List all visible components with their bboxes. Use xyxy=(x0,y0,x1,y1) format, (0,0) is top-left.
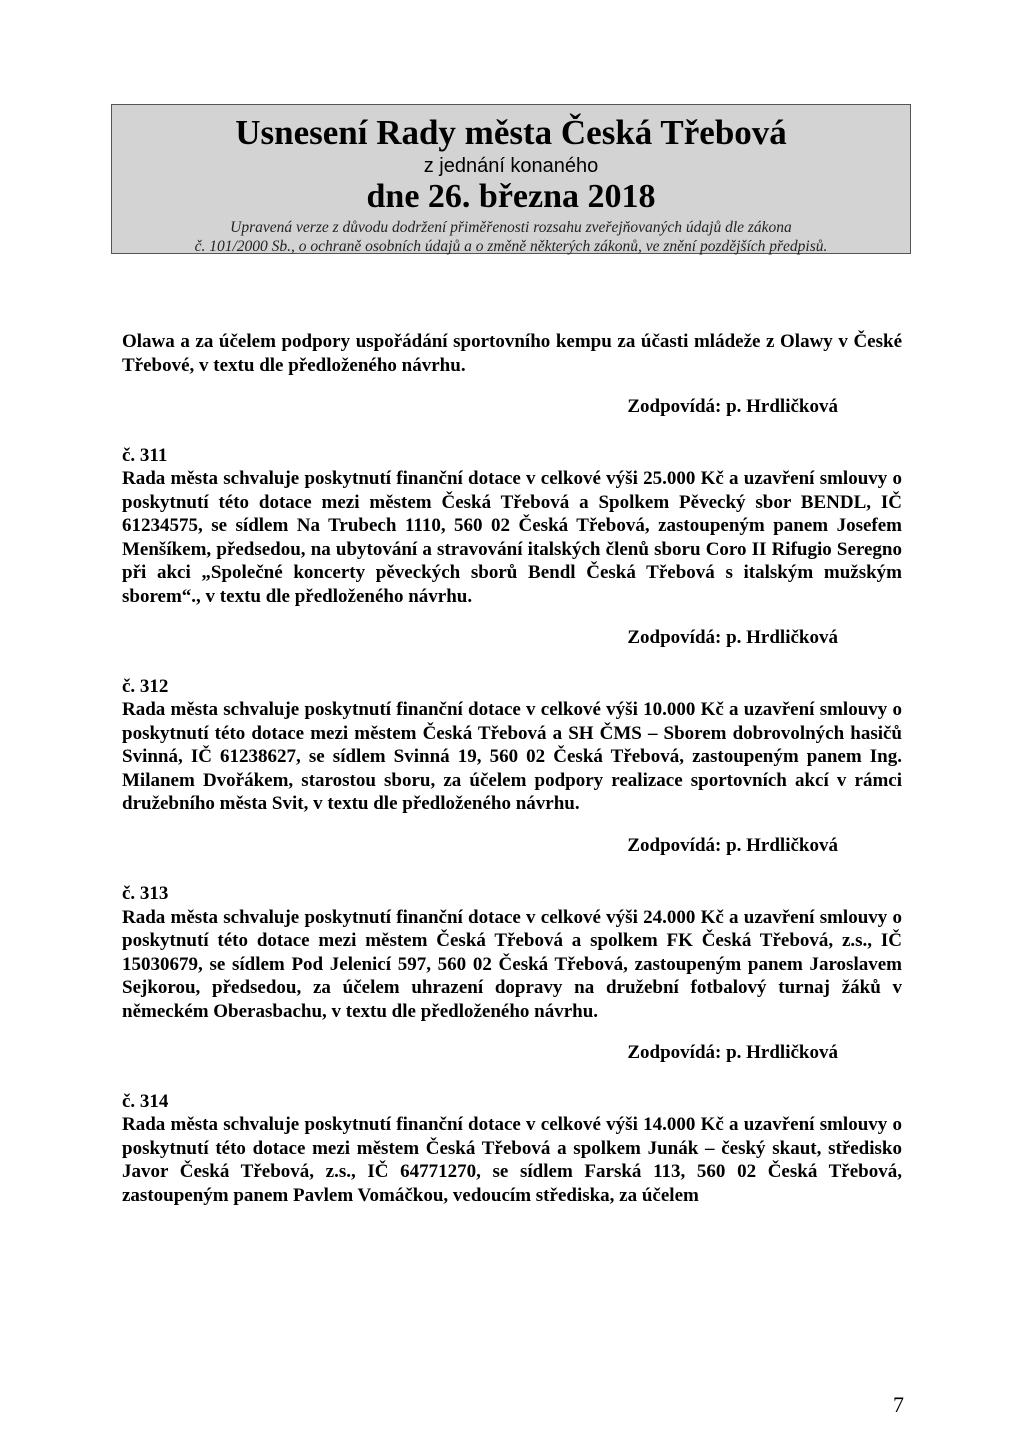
meeting-date: dne 26. března 2018 xyxy=(366,178,656,215)
document-title: Usnesení Rady města Česká Třebová xyxy=(235,113,787,152)
responsible-person: Zodpovídá: p. Hrdličková xyxy=(627,834,838,856)
responsible-person: Zodpovídá: p. Hrdličková xyxy=(627,1042,838,1063)
resolution-text: Rada města schvaluje poskytnutí finanční dotace v celkové výši 10.000 Kč a uzavření smlouvy o poskytnutí této dotace mezi městem Česká Třebová a SH ČMS – Sborem dobrovolných hasičů Svinná, IČ 61238627, se sídlem Svinná 19, 560 02 Česká Třebová, zastoupeným panem Ing. Milanem Dvořákem, starostou sboru, za účelem podpory realizace sportovních akcí v rámci družebního města Svit, v textu dle předloženého návrhu. xyxy=(122,699,902,814)
note-line-1: Upravená verze z důvodu dodržení přiměřenosti rozsahu zveřejňovaných údajů dle zákona xyxy=(230,219,792,236)
resolution-311 xyxy=(122,444,902,650)
resolution-number: č. 311 xyxy=(122,444,168,466)
responsible-person: Zodpovídá: p. Hrdličková xyxy=(627,627,838,648)
anonymization-note xyxy=(112,218,910,256)
resolution-text: Rada města schvaluje poskytnutí finanční dotace v celkové výši 14.000 Kč a uzavření smlouvy o poskytnutí této dotace mezi městem Česká Třebová a spolkem Junák – český skaut, středisko Javor Česká Třebová, z.s., IČ 64771270, se sídlem Farská 113, 560 02 Česká Třebová, zastoupeným panem Pavlem Vomáčkou, vedoucím střediska, za účelem xyxy=(122,1114,902,1206)
resolution-text: Rada města schvaluje poskytnutí finanční dotace v celkové výši 25.000 Kč a uzavření smlouvy o poskytnutí této dotace mezi městem Česká Třebová a Spolkem Pěvecký sbor BENDL, IČ 61234575, se sídlem Na Trubech 1110, 560 02 Česká Třebová, zastoupeným panem Josefem Menšíkem, předsedou, na ubytování a stravování italských členů sboru Coro II Rifugio Seregno při akci „Společné koncerty pěveckých sborů Bendl Česká Třebová s italským mužským sborem“., v textu dle předloženého návrhu. xyxy=(122,468,902,607)
resolution-number: č. 314 xyxy=(122,1090,169,1112)
document-subtitle: z jednání konaného xyxy=(423,155,599,177)
note-line-2: č. 101/2000 Sb., o ochraně osobních údajů a o změně některých zákonů, ve znění pozdějších předpisů. xyxy=(194,238,828,255)
resolution-number: č. 313 xyxy=(122,883,169,904)
resolution-text: Rada města schvaluje poskytnutí finanční dotace v celkové výši 24.000 Kč a uzavření smlouvy o poskytnutí této dotace mezi městem Česká Třebová a spolkem FK Česká Třebová, z.s., IČ 15030679, se sídlem Pod Jelenicí 597, 560 02 Česká Třebová, zastoupeným panem Jaroslavem Sejkorou, předsedou, za účelem uhrazení dopravy na družební fotbalový turnaj žáků v německém Oberasbachu, v textu dle předloženého návrhu. xyxy=(122,906,902,1022)
page-number: 7 xyxy=(893,1392,904,1417)
resolution-number: č. 312 xyxy=(122,675,169,697)
resolution-314 xyxy=(122,1090,902,1208)
responsible-person: Zodpovídá: p. Hrdličková xyxy=(627,396,838,417)
resolution-313 xyxy=(122,882,902,1065)
document-header xyxy=(111,104,911,254)
resolution-312 xyxy=(122,675,902,858)
resolutions-body xyxy=(122,330,902,1207)
intro-paragraph: Olawa a za účelem podpory uspořádání sportovního kempu za účasti mládeže z Olawy v České Třebové, v textu dle předloženého návrhu. xyxy=(122,331,902,376)
